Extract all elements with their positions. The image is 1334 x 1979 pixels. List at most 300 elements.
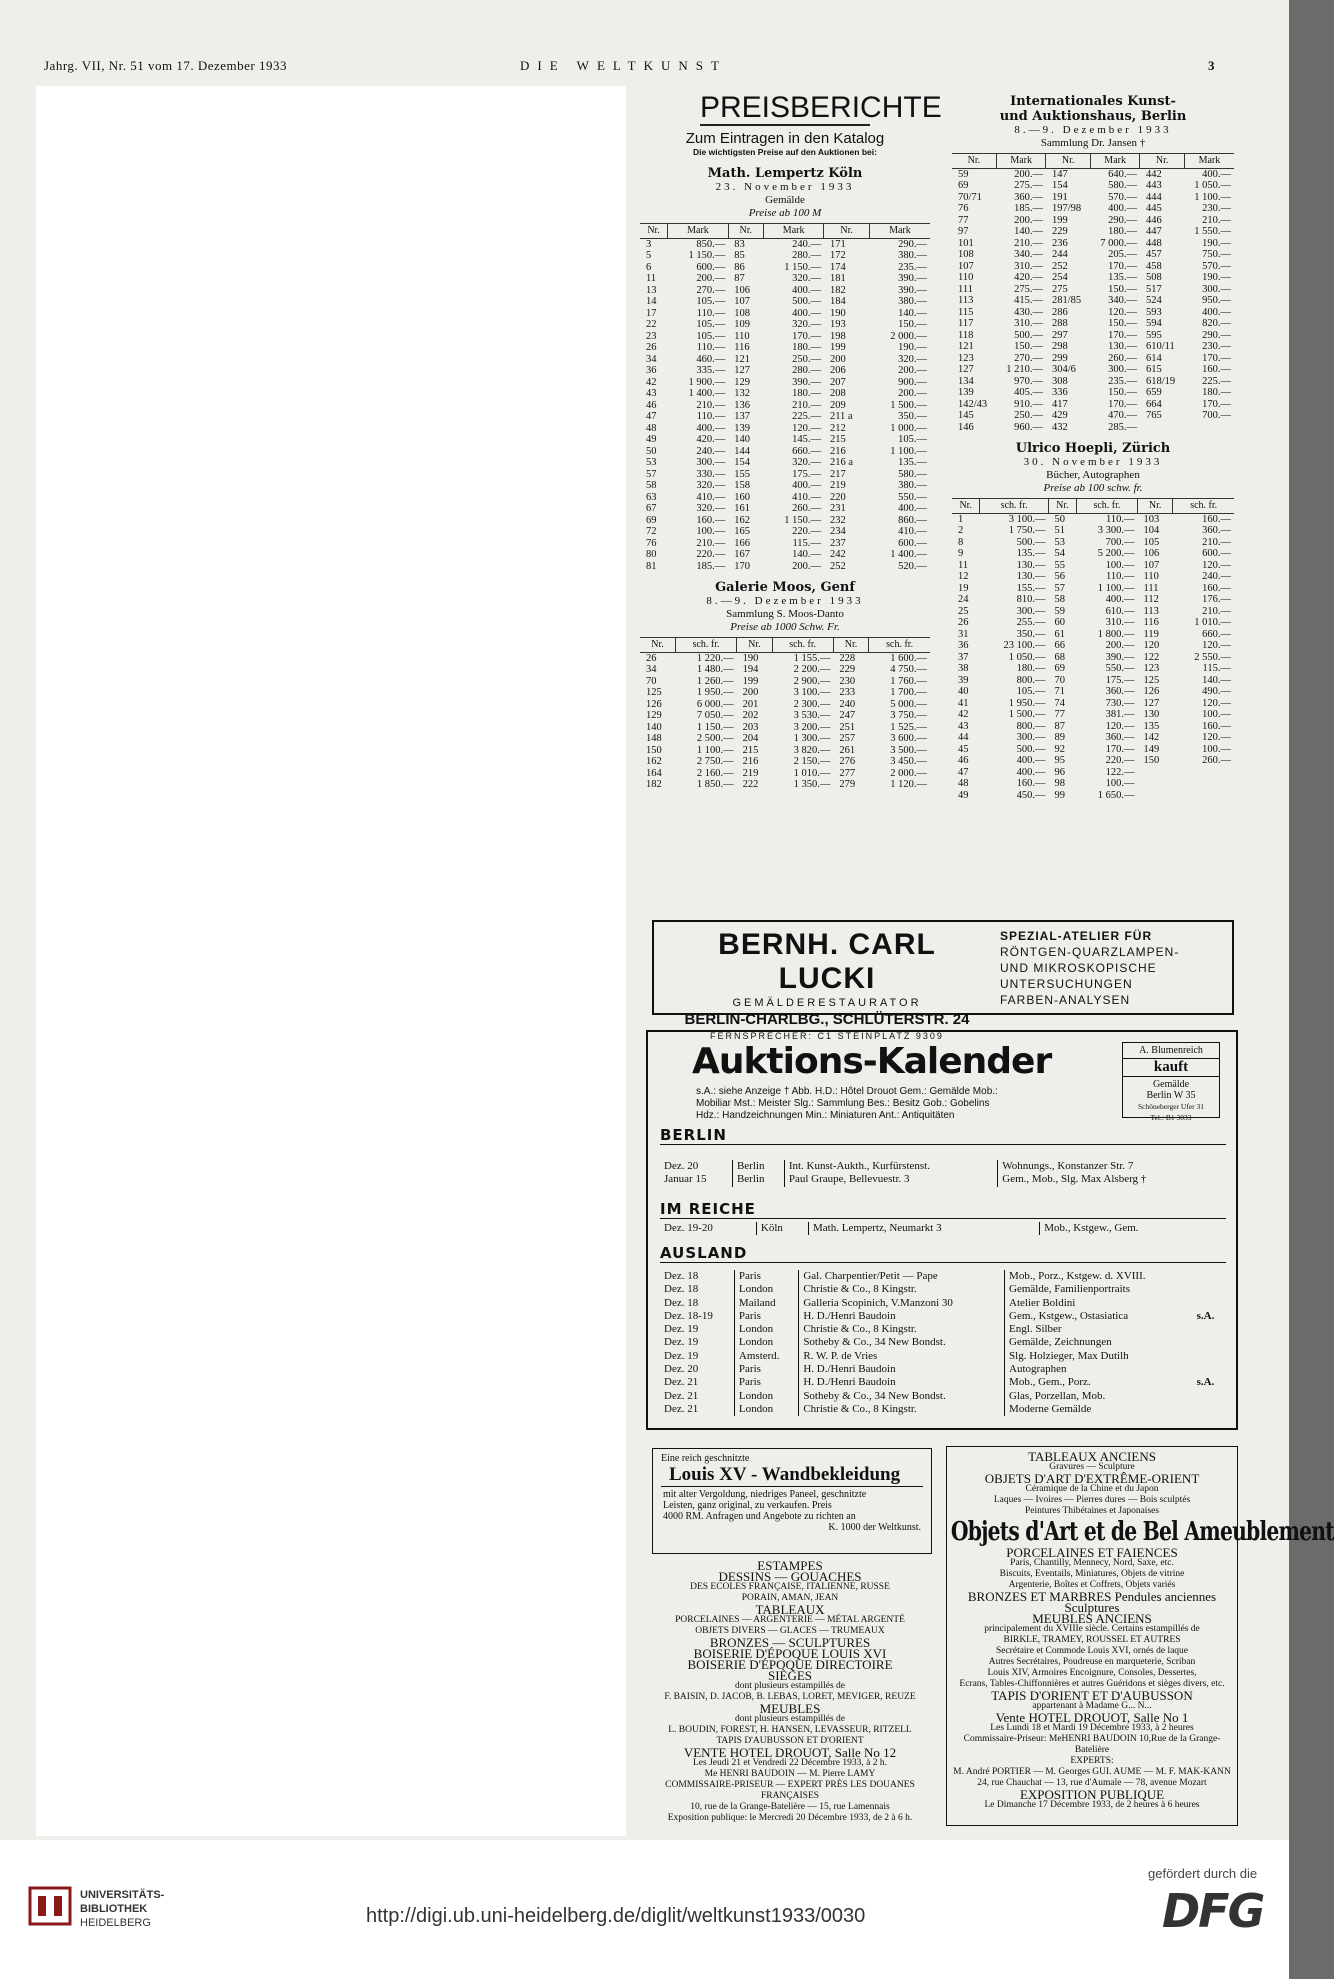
table-row	[640, 457, 930, 469]
column-header: sch. fr.	[980, 499, 1049, 514]
auction-date-moos: 8.—9. Dezember 1933	[706, 595, 864, 608]
table-cell: 429	[1051, 410, 1068, 422]
advert-line: dont plusieurs estampillés de	[734, 1714, 846, 1724]
table-cell: 500.—	[1014, 329, 1043, 341]
table-cell: 275.—	[1014, 180, 1043, 192]
column-header: sch. fr.	[675, 638, 736, 653]
column-header: Nr.	[1137, 499, 1172, 514]
right-column	[952, 92, 1234, 806]
table-row	[952, 341, 1234, 353]
calendar-cell: Januar 15	[664, 1173, 707, 1186]
table-cell: 350.—	[1016, 628, 1046, 640]
calendar-cell: Dez. 18	[664, 1270, 699, 1282]
calendar-cell: Gemälde, Zeichnungen	[1005, 1336, 1193, 1349]
table-cell: 570.—	[1108, 191, 1137, 203]
table-cell: 240.—	[696, 445, 726, 457]
table-cell: 6	[646, 261, 652, 273]
table-row	[640, 699, 930, 711]
calendar-cell: Gemälde, Familienportraits	[1005, 1283, 1193, 1296]
table-cell: 87	[1054, 720, 1065, 732]
table-row	[640, 561, 930, 573]
calendar-cell: Slg. Holzieger, Max Dutilh	[1005, 1350, 1193, 1363]
advert-line: 10, rue de la Grange-Batelière — 15, rue Lamennais	[690, 1802, 890, 1812]
table-cell: 160.—	[1202, 513, 1231, 525]
table-cell: 390.—	[898, 273, 927, 285]
table-cell: 225.—	[1202, 375, 1231, 387]
table-cell: 1 400.—	[890, 549, 927, 561]
table-cell: 150.—	[898, 319, 927, 331]
source-url[interactable]: http://digi.ub.uni-heidelberg.de/diglit/weltkunst1933/0030	[366, 1905, 866, 1927]
table-cell: 1 050.—	[1008, 651, 1046, 663]
table-cell: 660.—	[792, 445, 821, 457]
advert-line: TAPIS D'AUBUSSON ET D'ORIENT	[716, 1736, 864, 1746]
table-cell: 125	[646, 687, 662, 699]
calendar-row	[660, 1336, 1226, 1349]
uni-line-1: UNIVERSITÄTS-	[80, 1889, 165, 1901]
table-cell: 442	[1145, 168, 1162, 180]
auction-name-hoepli: Ulrico Hoepli, Zürich	[1015, 441, 1171, 457]
table-cell: 26	[646, 342, 657, 354]
table-cell: 200.—	[898, 388, 927, 400]
table-cell: 126	[646, 698, 662, 710]
table-cell: 92	[1054, 743, 1065, 755]
table-row	[952, 652, 1234, 664]
table-cell: 659	[1145, 387, 1162, 399]
table-cell: 1 650.—	[1097, 789, 1135, 801]
advert-line: Vente HOTEL DROUOT, Salle No 1	[995, 1710, 1189, 1725]
table-cell: 180.—	[1202, 387, 1231, 399]
table-row	[952, 525, 1234, 537]
table-cell: 1 100.—	[1097, 582, 1135, 594]
table-cell: 210.—	[696, 399, 726, 411]
table-cell: 150	[1143, 755, 1160, 767]
table-cell: 340.—	[1108, 295, 1137, 307]
table-cell: 444	[1145, 191, 1162, 203]
table-cell: 600.—	[898, 537, 927, 549]
table-cell: 180.—	[1016, 663, 1046, 675]
calendar-cell: Atelier Boldini	[1005, 1297, 1193, 1310]
table-cell: 3 450.—	[890, 756, 927, 768]
calendar-cell: Köln	[756, 1222, 808, 1235]
table-cell: 203	[742, 721, 759, 733]
table-cell: 615	[1145, 364, 1162, 376]
table-cell: 235.—	[898, 261, 927, 273]
table-cell: 270.—	[1014, 352, 1043, 364]
table-cell: 210.—	[1202, 536, 1231, 548]
table-cell: 1 120.—	[890, 779, 927, 791]
table-cell: 960.—	[1014, 421, 1043, 433]
table-cell: 182	[829, 284, 846, 296]
table-cell: 180.—	[1108, 226, 1137, 238]
table-cell: 290.—	[898, 238, 927, 250]
calendar-cell: Dez. 19	[664, 1336, 699, 1349]
auction-name-lempertz: Math. Lempertz Köln	[707, 166, 863, 181]
table-row	[952, 238, 1234, 250]
table-cell: 664	[1145, 398, 1162, 410]
table-cell: 1 850.—	[696, 779, 734, 791]
table-row	[952, 180, 1234, 192]
table-cell: 1 150.—	[784, 514, 821, 526]
table-cell: 11	[958, 559, 969, 571]
table-cell: 76	[958, 203, 969, 215]
table-cell: 49	[646, 434, 657, 446]
table-cell: 229	[1051, 226, 1068, 238]
auction-date-internationales: 8.—9. Dezember 1933	[1014, 124, 1172, 136]
calendar-row	[660, 1376, 1226, 1389]
auction-name-internationales-2: und Auktionshaus, Berlin	[999, 109, 1187, 124]
table-cell: 286	[1051, 306, 1068, 318]
calendar-cell: Dez. 19	[664, 1323, 699, 1336]
table-row	[952, 513, 1234, 525]
table-cell: 99	[1054, 789, 1065, 801]
table-cell: 277	[839, 767, 856, 779]
table-cell: 3 100.—	[1008, 513, 1046, 525]
calendar-cell: Dez. 19-20	[664, 1222, 713, 1234]
table-row	[952, 686, 1234, 698]
table-cell: 236	[1051, 237, 1068, 249]
table-cell: 45	[958, 743, 969, 755]
table-cell: 229	[839, 664, 856, 676]
advert-line: L. BOUDIN, FOREST, H. HANSEN, LEVASSEUR, RITZELL	[668, 1725, 912, 1735]
lucki-address: BERLIN-CHARLBG., SCHLÜTERSTR. 24	[684, 1011, 970, 1028]
blumenreich-l3: Schöneberger Ufer 31	[1137, 1102, 1205, 1111]
table-cell: 144	[734, 445, 750, 457]
table-cell: 53	[1054, 536, 1065, 548]
table-cell: 1 100.—	[696, 744, 734, 756]
table-cell: 300.—	[1202, 283, 1231, 295]
legend-line-3: Hdz.: Handzeichnungen Min.: Miniaturen Ant.: Antiquitäten	[696, 1110, 955, 1121]
table-cell: 142/43	[958, 398, 988, 410]
table-row	[640, 285, 930, 297]
louis-body-3: 4000 RM. Anfragen und Angebote zu richten an	[663, 1511, 856, 1522]
calendar-cell: H. D./Henri Baudoin	[799, 1363, 1005, 1376]
advert-line: BRONZES — SCULPTURES	[709, 1635, 871, 1650]
table-cell: 155	[734, 468, 750, 480]
table-cell: 614	[1145, 352, 1162, 364]
table-cell: 2 160.—	[696, 767, 734, 779]
table-cell: 260.—	[792, 503, 821, 515]
table-cell: 175.—	[792, 468, 821, 480]
table-cell: 1 550.—	[1194, 226, 1231, 238]
calendar-cell: Amsterd.	[734, 1350, 798, 1363]
table-cell: 110	[1143, 571, 1159, 583]
table-cell: 44	[958, 732, 969, 744]
table-cell: 350.—	[898, 411, 927, 423]
table-row	[952, 272, 1234, 284]
table-cell: 100.—	[1202, 709, 1231, 721]
table-cell: 3 500.—	[890, 744, 927, 756]
table-row	[640, 710, 930, 722]
table-cell: 36	[958, 640, 969, 652]
table-cell: 43	[958, 720, 969, 732]
table-cell: 448	[1145, 237, 1162, 249]
auction-category-lempertz: Gemälde	[765, 194, 805, 206]
table-cell: 206	[829, 365, 846, 377]
table-cell: 43	[646, 388, 657, 400]
calendar-cell: Berlin	[732, 1160, 784, 1173]
advert-line: Gravures — Sculpture	[1049, 1462, 1135, 1472]
advert-estampes	[640, 1560, 940, 1824]
table-cell: 193	[829, 319, 846, 331]
table-row	[952, 755, 1234, 767]
table-cell: 190	[829, 307, 846, 319]
table-cell: 59	[1054, 605, 1065, 617]
table-cell: 1 000.—	[890, 422, 927, 434]
table-cell: 216 a	[829, 457, 853, 469]
table-cell: 205.—	[1108, 249, 1137, 261]
table-cell: 48	[958, 778, 969, 790]
table-cell: 97	[958, 226, 969, 238]
table-cell: 105	[1143, 536, 1160, 548]
table-cell: 300.—	[1016, 605, 1046, 617]
table-cell: 508	[1145, 272, 1162, 284]
table-cell: 458	[1145, 260, 1162, 272]
table-cell: 134	[958, 375, 974, 387]
calendar-table-reiche	[660, 1222, 1226, 1235]
louis-body	[653, 1487, 931, 1535]
table-cell: 446	[1145, 214, 1162, 226]
calendar-cell: London	[734, 1336, 798, 1349]
table-cell	[1173, 790, 1234, 802]
table-cell: 400.—	[696, 422, 726, 434]
table-cell: 1 155.—	[793, 652, 831, 664]
table-cell: 275.—	[1014, 283, 1043, 295]
table-cell: 219	[829, 480, 846, 492]
table-row	[640, 250, 930, 262]
table-cell: 106	[734, 284, 750, 296]
table-cell: 122	[1143, 651, 1160, 663]
column-header: Nr.	[640, 638, 675, 653]
table-cell: 49	[958, 789, 969, 801]
table-cell: 107	[734, 296, 750, 308]
auction-name-moos: Galerie Moos, Genf	[715, 580, 855, 596]
advert-louis-xv	[652, 1448, 932, 1554]
table-cell: 335.—	[696, 365, 726, 377]
table-cell: 42	[958, 709, 969, 721]
table-cell: 105.—	[898, 434, 927, 446]
table-cell: 160.—	[1202, 364, 1231, 376]
table-cell: 162	[734, 514, 750, 526]
table-cell: 400.—	[1016, 755, 1046, 767]
table-cell: 137	[734, 411, 750, 423]
table-cell: 360.—	[1014, 191, 1043, 203]
table-cell: 202	[742, 710, 759, 722]
price-table-moos	[640, 637, 930, 791]
table-row	[640, 480, 930, 492]
table-cell: 100.—	[1202, 743, 1231, 755]
calendar-row	[660, 1160, 1226, 1173]
table-cell: 172	[829, 250, 846, 262]
price-table-lempertz	[640, 223, 930, 572]
table-cell: 13	[646, 284, 657, 296]
table-cell: 660.—	[1202, 628, 1231, 640]
table-cell: 23 100.—	[1003, 640, 1046, 652]
table-cell: 61	[1054, 628, 1065, 640]
table-cell: 121	[958, 341, 974, 353]
table-cell: 240	[839, 698, 856, 710]
blumenreich-kauft: kauft	[1123, 1058, 1219, 1077]
advert-line: BOISERIE D'ÉPOQUE LOUIS XVI	[693, 1646, 887, 1661]
table-row	[952, 422, 1234, 434]
calendar-cell: Wohnungs., Konstanzer Str. 7	[998, 1160, 1215, 1173]
table-cell: 105.—	[1016, 686, 1046, 698]
table-cell: 225.—	[792, 411, 821, 423]
table-cell: 146	[958, 421, 974, 433]
table-cell: 140.—	[1202, 674, 1231, 686]
column-header: Mark	[763, 224, 824, 239]
column-header: Nr.	[640, 224, 668, 239]
calendar-cell: London	[734, 1403, 798, 1416]
table-cell: 800.—	[1016, 720, 1046, 732]
calendar-cell: Dez. 21	[664, 1376, 699, 1389]
table-cell: 111	[1143, 582, 1159, 594]
table-row	[640, 526, 930, 538]
table-cell: 380.—	[898, 296, 927, 308]
calendar-row	[660, 1390, 1226, 1403]
table-cell: 76	[646, 537, 657, 549]
region-berlin: BERLIN	[660, 1126, 1226, 1145]
table-cell: 1 210.—	[1006, 364, 1043, 376]
advert-line: TABLEAUX	[755, 1602, 825, 1617]
table-row	[952, 410, 1234, 422]
table-cell: 216	[742, 756, 759, 768]
table-cell: 219	[742, 767, 759, 779]
calendar-cell: s.A.	[1196, 1309, 1215, 1322]
table-cell: 110.—	[1105, 513, 1135, 525]
table-cell: 36	[646, 365, 657, 377]
table-cell: 69	[1054, 663, 1065, 675]
advert-line: OBJETS D'ART D'EXTRÊME-ORIENT	[984, 1471, 1200, 1486]
table-cell: 610.—	[1105, 605, 1135, 617]
table-row	[640, 273, 930, 285]
auction-collection-internationales: Sammlung Dr. Jansen †	[1040, 137, 1146, 149]
table-cell: 470.—	[1108, 410, 1137, 422]
table-cell: 50	[646, 445, 657, 457]
table-cell: 445	[1145, 203, 1162, 215]
table-row	[640, 722, 930, 734]
dfg-logo: DFG	[1162, 1884, 1264, 1938]
table-cell: 308	[1051, 375, 1068, 387]
column-header: Nr.	[952, 154, 996, 169]
table-row	[640, 538, 930, 550]
table-cell: 255.—	[1016, 617, 1046, 629]
table-cell: 400.—	[1202, 306, 1231, 318]
table-cell: 197/98	[1051, 203, 1082, 215]
calendar-table-ausland	[660, 1270, 1226, 1416]
table-cell: 113	[1143, 605, 1159, 617]
table-row	[952, 261, 1234, 273]
table-cell: 22	[646, 319, 657, 331]
table-cell: 110.—	[696, 307, 726, 319]
auction-name-internationales: Internationales Kunst-	[1010, 94, 1176, 109]
advert-line: Peintures Thibétaines et Japonaises	[1024, 1506, 1160, 1516]
calendar-row	[660, 1297, 1226, 1310]
advert-line: Commissaire-Priseur: MeHENRI BAUDOIN 10,Rue de la Grange-Batelière	[963, 1734, 1221, 1755]
table-cell: 145	[958, 410, 974, 422]
calendar-row	[660, 1283, 1226, 1296]
section-subtitle: Zum Eintragen in den Katalog	[685, 130, 885, 147]
calendar-row	[660, 1323, 1226, 1336]
table-cell: 41	[958, 697, 969, 709]
column-header: Nr.	[1046, 154, 1090, 169]
table-row	[640, 515, 930, 527]
table-cell	[1137, 778, 1172, 790]
calendar-cell: Gem., Mob., Slg. Max Alsberg †	[998, 1173, 1215, 1186]
table-row	[640, 238, 930, 250]
advert-line: Paris, Chantilly, Mennecy, Nord, Saxe, etc.	[1010, 1558, 1174, 1568]
lucki-special-4: UNTERSUCHUNGEN	[1000, 977, 1133, 991]
table-cell: 47	[646, 411, 657, 423]
table-cell: 53	[646, 457, 657, 469]
table-cell: 400.—	[792, 480, 821, 492]
table-row	[640, 549, 930, 561]
table-cell: 7 050.—	[696, 710, 734, 722]
table-cell: 120.—	[1202, 697, 1231, 709]
table-cell: 59	[958, 168, 969, 180]
table-row	[640, 308, 930, 320]
table-cell: 500.—	[792, 296, 821, 308]
table-cell: 37	[958, 651, 969, 663]
calendar-cell: Paris	[734, 1310, 798, 1323]
column-header: sch. fr.	[772, 638, 833, 653]
table-cell: 240.—	[792, 238, 821, 250]
advert-line: M. André PORTIER — M. Georges GUI. AUME — M. F. MAK-KANN	[953, 1767, 1231, 1777]
table-cell: 184	[829, 296, 846, 308]
advert-line: MEUBLES ANCIENS	[1032, 1611, 1152, 1626]
calendar-row	[660, 1310, 1226, 1323]
table-cell: 279	[839, 779, 856, 791]
table-cell: 190.—	[898, 342, 927, 354]
table-cell: 320.—	[696, 503, 726, 515]
table-cell: 170.—	[1108, 329, 1137, 341]
auction-prices-moos: Preise ab 1000 Schw. Fr.	[730, 621, 840, 634]
table-cell: 162	[646, 756, 662, 768]
table-row	[640, 423, 930, 435]
table-cell: 117	[958, 318, 974, 330]
calendar-cell: Dez. 18-19	[664, 1309, 713, 1322]
table-cell: 74	[1054, 697, 1065, 709]
table-cell: 170.—	[1202, 352, 1231, 364]
table-cell: 130.—	[1016, 559, 1046, 571]
section-note: Die wichtigsten Preise auf den Auktionen bei:	[693, 147, 877, 157]
table-cell: 58	[1054, 594, 1065, 606]
table-cell: 320.—	[696, 480, 726, 492]
table-cell: 275	[1051, 283, 1068, 295]
section-title: PREISBERICHTE	[700, 91, 942, 124]
calendar-cell: Autographen	[1005, 1363, 1193, 1376]
table-cell: 320.—	[898, 353, 927, 365]
table-cell: 254	[1051, 272, 1068, 284]
table-cell: 113	[958, 295, 974, 307]
auction-collection-moos: Sammlung S. Moos-Danto	[726, 608, 844, 621]
advert-line: BRONZES ET MARBRES Pendules anciennes Sculptures	[967, 1589, 1217, 1615]
auction-date-lempertz: 23. November 1933	[715, 181, 855, 193]
calendar-legend	[696, 1086, 1056, 1122]
university-seal-icon	[28, 1886, 72, 1926]
advert-line: COMMISSAIRE-PRISEUR — EXPERT PRÈS LES DOUANES FRANÇAISES	[665, 1780, 915, 1801]
table-cell: 228	[839, 652, 856, 664]
table-cell: 70/71	[958, 191, 982, 203]
calendar-cell: Engl. Silber	[1005, 1323, 1193, 1336]
advert-line: VENTE HOTEL DROUOT, Salle No 12	[683, 1745, 897, 1760]
table-cell: 320.—	[792, 273, 821, 285]
table-cell: 3 600.—	[890, 733, 927, 745]
table-cell: 69	[958, 180, 969, 192]
louis-intro: Eine reich geschnitzte	[661, 1453, 750, 1464]
table-cell: 1 500.—	[890, 399, 927, 411]
advert-line: EXPOSITION PUBLIQUE	[1019, 1787, 1165, 1802]
table-cell: 640.—	[1108, 168, 1137, 180]
